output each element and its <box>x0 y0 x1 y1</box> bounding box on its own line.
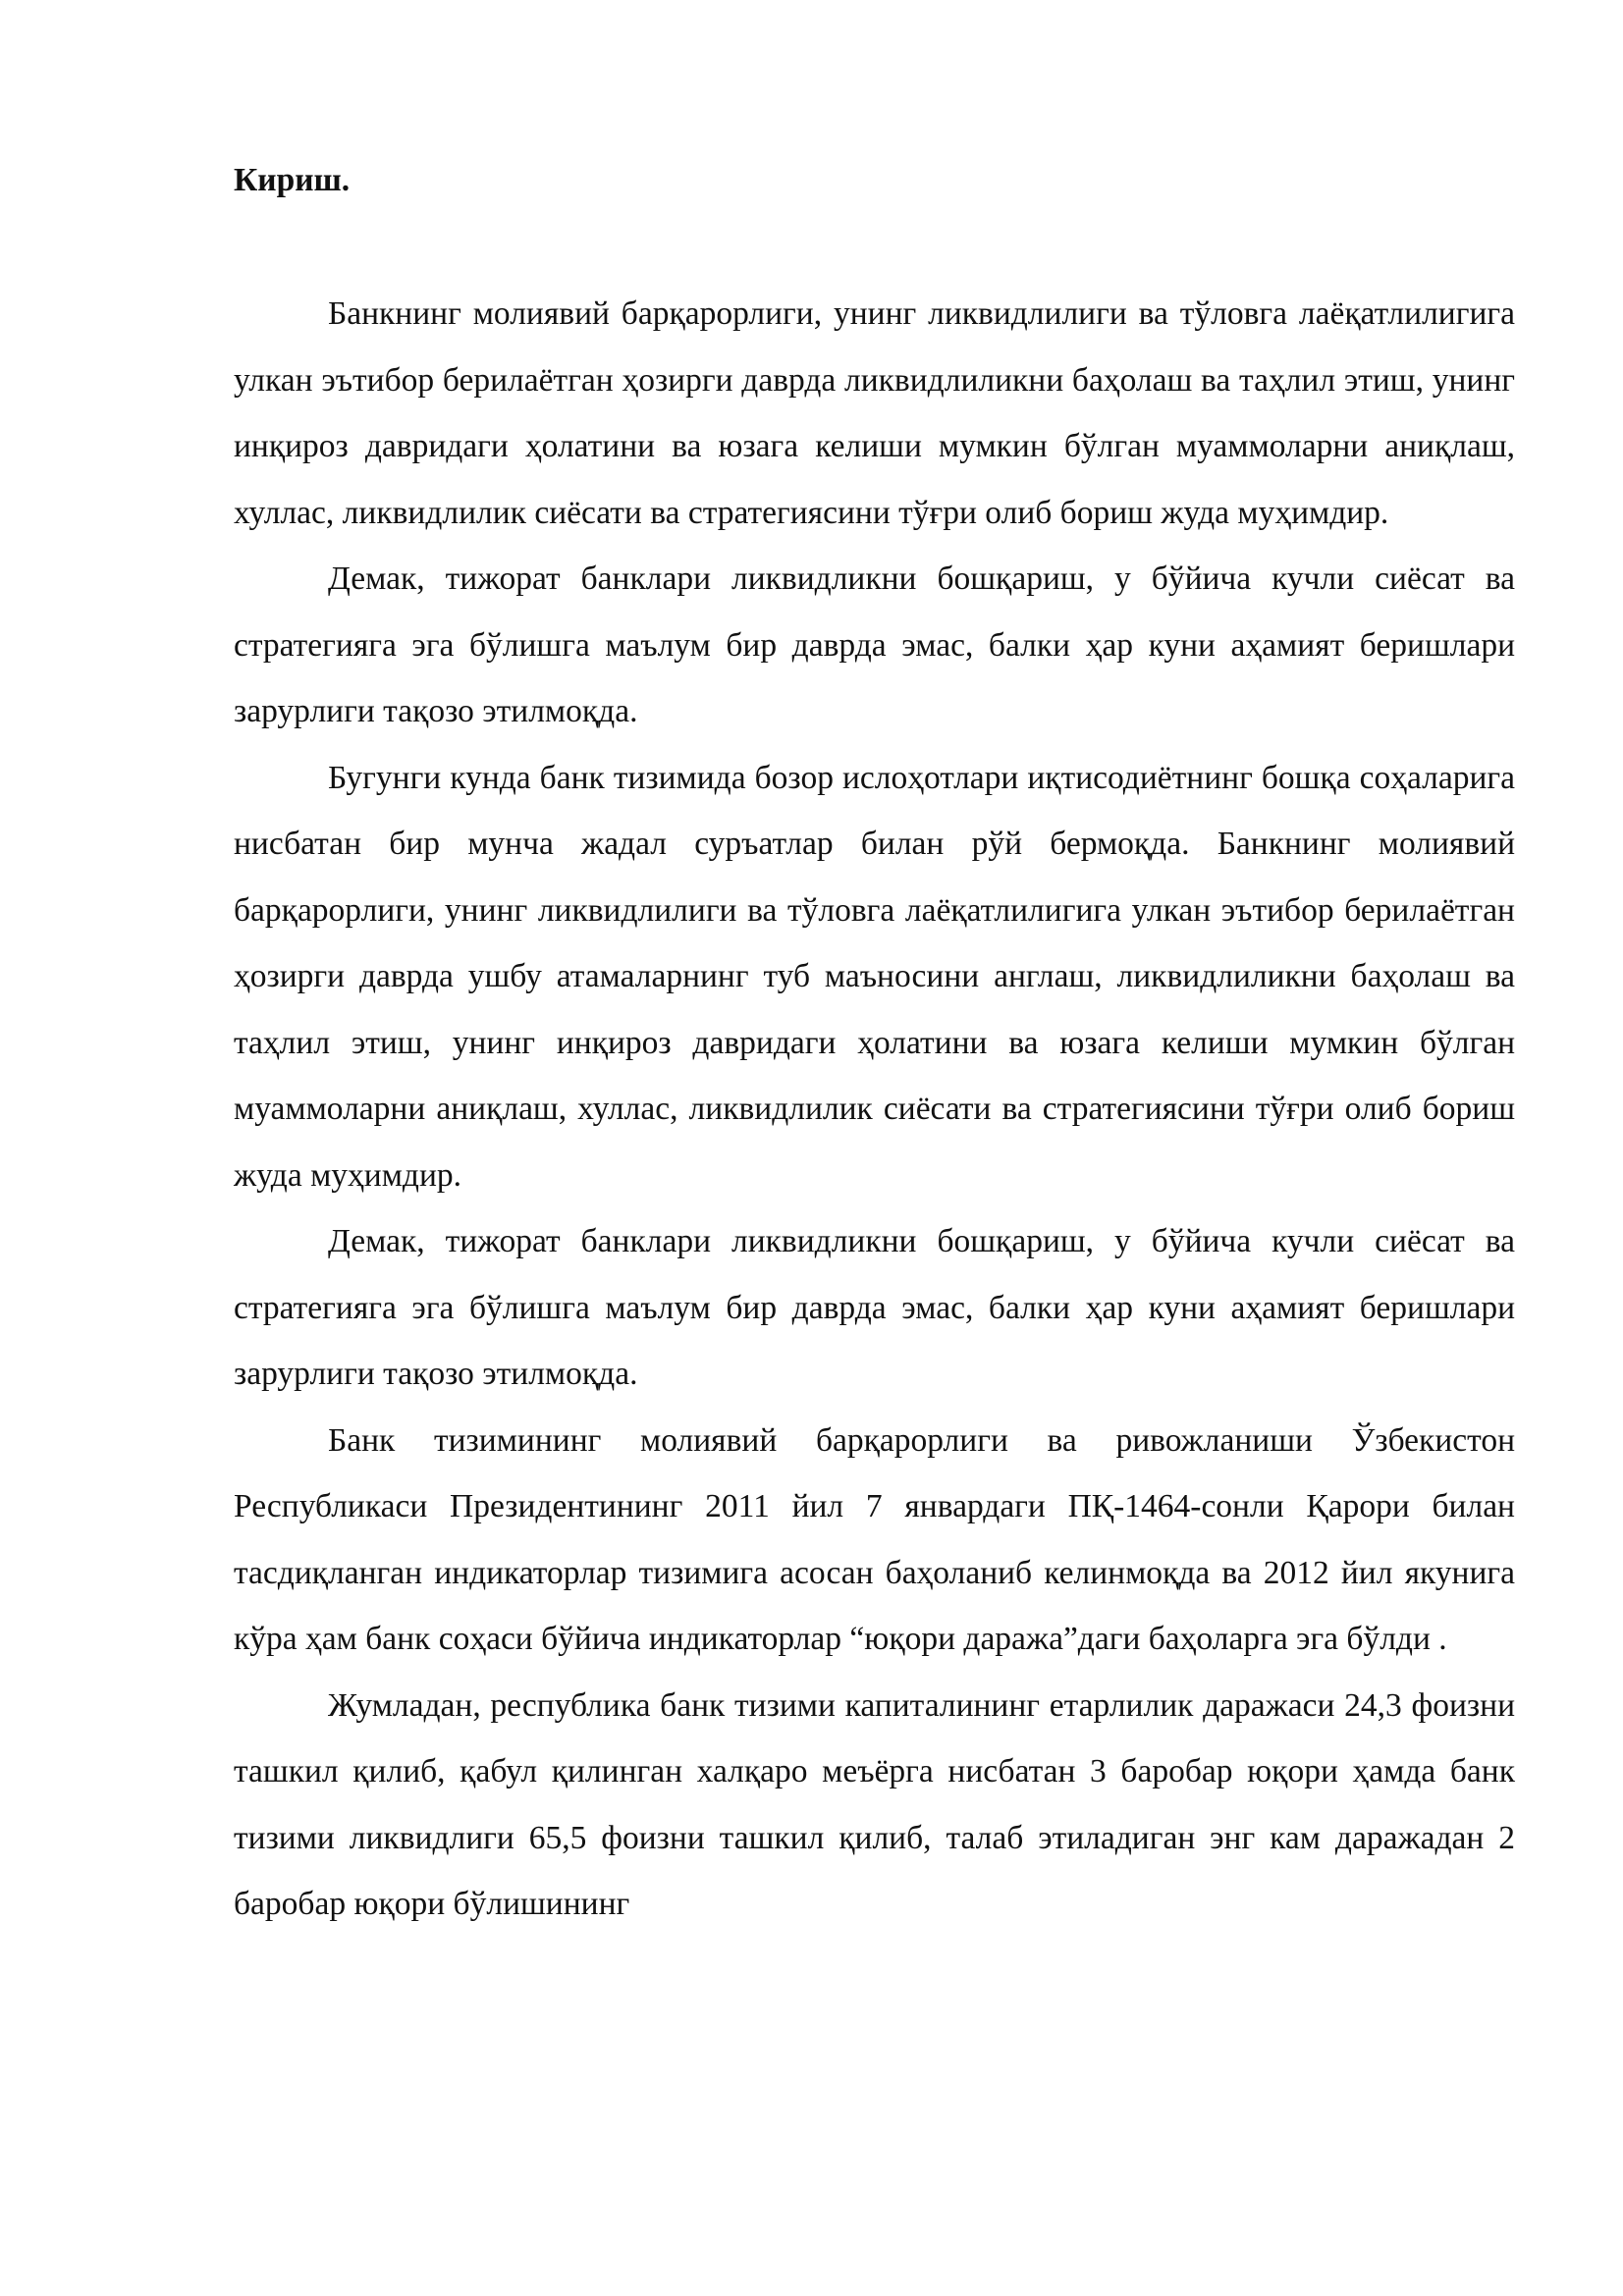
document-page <box>234 147 1515 1938</box>
page-heading: Кириш. <box>234 162 351 198</box>
paragraph-6: Жумладан, республика банк тизими капиталининг етарлилик даражаси 24,3 фоизни ташкил қилиб, қабул қилинган халқаро меъёрга нисбатан 3 баробар юқори ҳамда банк тизими ликвидлиги 65,5 фоизни ташкил қилиб, талаб этиладиган энг кам даражадан 2 баробар юқори бўлишининг <box>234 1686 1515 1922</box>
paragraph-3: Бугунги кунда банк тизимида бозор ислоҳотлари иқтисодиётнинг бошқа соҳаларига нисбатан бир мунча жадал суръатлар билан рўй бермоқда. Банкнинг молиявий барқарорлиги, унинг ликвидлилиги ва тўловга лаёқатлилигига улкан эътибор берилаётган ҳозирги даврда ушбу атамаларнинг туб маъносини англаш, ликвидлиликни баҳолаш ва таҳлил этиш, унинг инқироз давридаги ҳолатини ва юзага келиши мумкин бўлган муаммоларни аниқлаш, хуллас, ликвидлилик сиёсати ва стратегиясини тўғри олиб бориш жуда муҳимдир. <box>234 759 1515 1194</box>
paragraph-2: Демак, тижорат банклари ликвидликни бошқариш, у бўйича кучли сиёсат ва стратегияга эга бўлишга маълум бир даврда эмас, балки ҳар куни аҳамият беришлари зарурлиги тақозо этилмоқда. <box>234 561 1515 729</box>
paragraph-4: Демак, тижорат банклари ликвидликни бошқариш, у бўйича кучли сиёсат ва стратегияга эга бўлишга маълум бир даврда эмас, балки ҳар куни аҳамият беришлари зарурлиги тақозо этилмоқда. <box>234 1223 1515 1392</box>
paragraph-1: Банкнинг молиявий барқарорлиги, унинг ликвидлилиги ва тўловга лаёқатлилигига улкан эътибор берилаётган ҳозирги даврда ликвидлиликни баҳолаш ва таҳлил этиш, унинг инқироз давридаги ҳолатини ва юзага келиши мумкин бўлган муаммоларни аниқлаш, хуллас, ликвидлилик сиёсати ва стратегиясини тўғри олиб бориш жуда муҳимдир. <box>234 295 1515 531</box>
heading-spacer <box>234 214 1515 281</box>
paragraph-5: Банк тизимининг молиявий барқарорлиги ва ривожланиши Ўзбекистон Республикаси Президентининг 2011 йил 7 январдаги ПҚ-1464-сонли Қарори билан тасдиқланган индикаторлар тизимига асосан баҳоланиб келинмоқда ва 2012 йил якунига кўра ҳам банк соҳаси бўйича индикаторлар “юқори даража”даги баҳоларга эга бўлди . <box>234 1421 1515 1657</box>
